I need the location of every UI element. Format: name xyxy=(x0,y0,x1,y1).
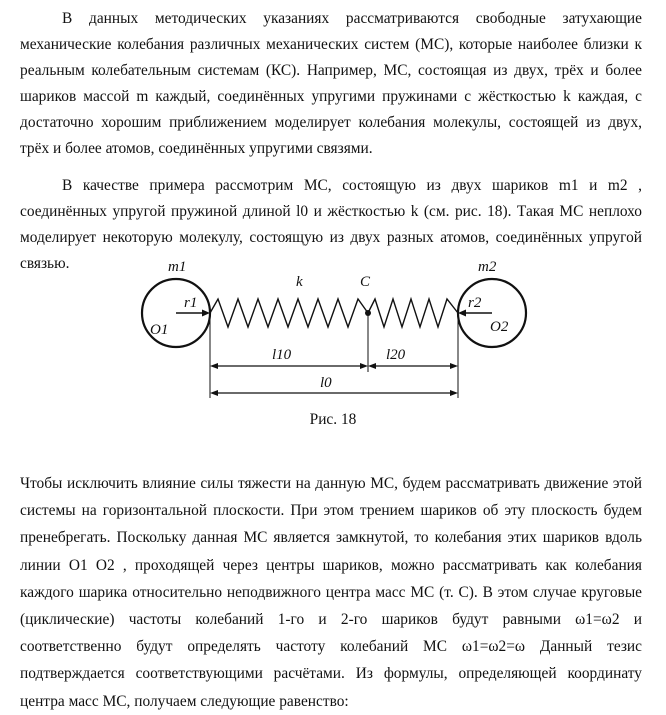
label-l10: l10 xyxy=(272,347,292,363)
spring-mass-diagram xyxy=(0,256,666,416)
figure-caption: Рис. 18 xyxy=(309,411,357,428)
arrow-l20-right xyxy=(450,363,458,369)
label-o1: O1 xyxy=(150,322,169,338)
label-r2: r2 xyxy=(468,295,482,311)
arrowhead-r2 xyxy=(458,310,466,317)
arrow-l20-left xyxy=(368,363,376,369)
label-k: k xyxy=(296,274,303,290)
label-c: C xyxy=(360,274,371,290)
arrow-l10-right xyxy=(360,363,368,369)
paragraph-intro: В данных методических указаниях рассматриваются свободные затухающие механические колебания различных механических систем (МС), которые наиболее близки к реальным колебательным системам (КС). Например, МС, состоящая из двух, трёх и более шариков массой m каждый, соединённых упругими пружинами с жёсткостью k каждая, с достаточно хорошим приближением моделирует колебания молекулы, состоящей из двух, трёх и более атомов, соединённых упругими связями. xyxy=(20,10,642,157)
arrowhead-r1 xyxy=(202,310,210,317)
label-m1: m1 xyxy=(168,259,187,275)
paragraph-analysis: Чтобы исключить влияние силы тяжести на данную МС, будем рассматривать движение этой системы на горизонтальной плоскости. При этом трением шариков об эту плоскость будем пренебрегать. Поскольку данная МС является замкнутой, то колебания этих шариков вдоль линии O1 O2 , проходящей через центры шариков, можно рассматривать как колебания каждого шарика относительно неподвижного центра масс МС (т. С). В этом случае круговые (циклические) частоты колебаний 1-го и 2-го шариков будут равными ω1=ω2 и соответственно будут определять частоту колебаний МС ω1=ω2=ω Данный тезис подтверждается соответствующими расчётами. Из формулы, определяющей координату центра масс МС, получаем следующие равенство: xyxy=(20,475,642,710)
spring-left xyxy=(210,299,368,327)
arrow-l10-left xyxy=(210,363,218,369)
spring-right xyxy=(368,299,458,327)
label-r1: r1 xyxy=(184,295,198,311)
label-l20: l20 xyxy=(386,347,406,363)
arrow-l0-left xyxy=(210,390,218,396)
label-m2: m2 xyxy=(478,259,497,275)
figure-18 xyxy=(0,256,666,436)
label-l0: l0 xyxy=(320,375,332,391)
label-o2: O2 xyxy=(490,319,509,335)
paragraph-example: В качестве примера рассмотрим МС, состоящую из двух шариков m1 и m2 , соединённых упругой пружиной длиной l0 и жёсткостью k (см. рис. 18). Такая МС неплохо моделирует некоторую молекулу, состоящую из двух разных атомов, соединённых упругой связью. xyxy=(20,177,642,272)
arrow-l0-right xyxy=(450,390,458,396)
